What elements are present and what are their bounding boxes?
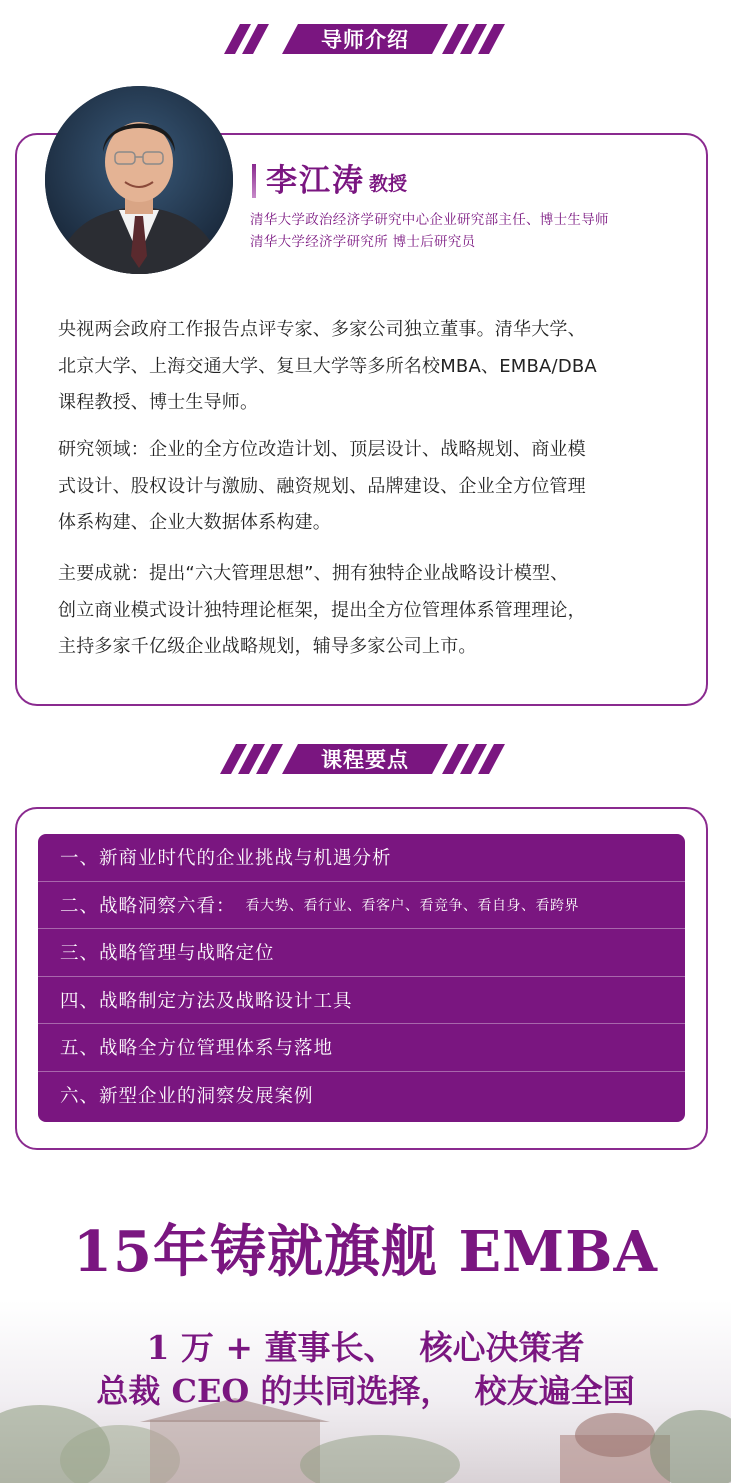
course-item-label: 四、战略制定方法及战略设计工具	[60, 990, 353, 1012]
bio-line: 研究领域：企业的全方位改造计划、顶层设计、战略规划、商业模	[58, 439, 586, 460]
banner-title: 课程要点	[321, 748, 409, 772]
bio-line: 主持多家千亿级企业战略规划，辅导多家公司上市。	[58, 636, 477, 657]
bio-paragraph	[58, 312, 673, 422]
banner-title: 导师介绍	[321, 28, 409, 52]
bio-line: 央视两会政府工作报告点评专家、多家公司独立董事。清华大学、	[58, 319, 586, 340]
bio-paragraph	[58, 556, 673, 666]
course-item-label: 三、战略管理与战略定位	[60, 943, 275, 965]
bio-paragraph	[58, 432, 673, 542]
bio-line: 主要成就：提出“六大管理思想”、拥有独特企业战略设计模型、	[58, 563, 569, 584]
instructor-name: 李江涛	[266, 163, 365, 199]
instructor-photo	[45, 86, 233, 274]
course-item	[38, 929, 685, 977]
banner-title-box	[282, 24, 448, 54]
instructor-affiliation: 清华大学政治经济学研究中心企业研究部主任、博士生导师	[250, 212, 609, 228]
banner-title-box	[282, 744, 448, 774]
course-item-label: 一、新商业时代的企业挑战与机遇分析	[60, 848, 392, 870]
course-item-sublabel: 看大势、看行业、看客户、看竞争、看自身、看跨界	[245, 897, 580, 914]
instructor-title: 教授	[369, 173, 408, 195]
course-item	[38, 1072, 685, 1120]
bio-line: 课程教授、博士生导师。	[58, 392, 259, 413]
instructor-banner	[0, 20, 731, 60]
promo-line: 总裁 CEO 的共同选择， 校友遍全国	[96, 1372, 635, 1410]
bio-line: 体系构建、企业大数据体系构建。	[58, 512, 331, 533]
instructor-name-row	[252, 160, 407, 200]
course-item-label: 二、战略洞察六看：	[60, 895, 236, 917]
course-item	[38, 882, 685, 930]
name-accent-bar	[252, 164, 256, 198]
bio-line: 创立商业模式设计独特理论框架，提出全方位管理体系管理理论，	[58, 599, 586, 621]
course-banner	[0, 740, 731, 780]
instructor-affiliation: 清华大学经济学研究所 博士后研究员	[250, 234, 476, 250]
course-item-label: 五、战略全方位管理体系与落地	[60, 1038, 334, 1060]
bio-line: 式设计、股权设计与激励、融资规划、品牌建设、企业全方位管理	[58, 475, 586, 497]
promo-line: 1 万 + 董事长、 核心决策者	[146, 1328, 585, 1367]
course-item	[38, 834, 685, 882]
course-item	[38, 977, 685, 1025]
course-list	[38, 834, 685, 1122]
course-item-label: 六、新型企业的洞察发展案例	[60, 1086, 314, 1108]
bio-line: 北京大学、上海交通大学、复旦大学等多所名校MBA、EMBA/DBA	[58, 355, 597, 377]
promo-headline: 15年铸就旗舰 EMBA	[73, 1219, 658, 1285]
course-item	[38, 1024, 685, 1072]
